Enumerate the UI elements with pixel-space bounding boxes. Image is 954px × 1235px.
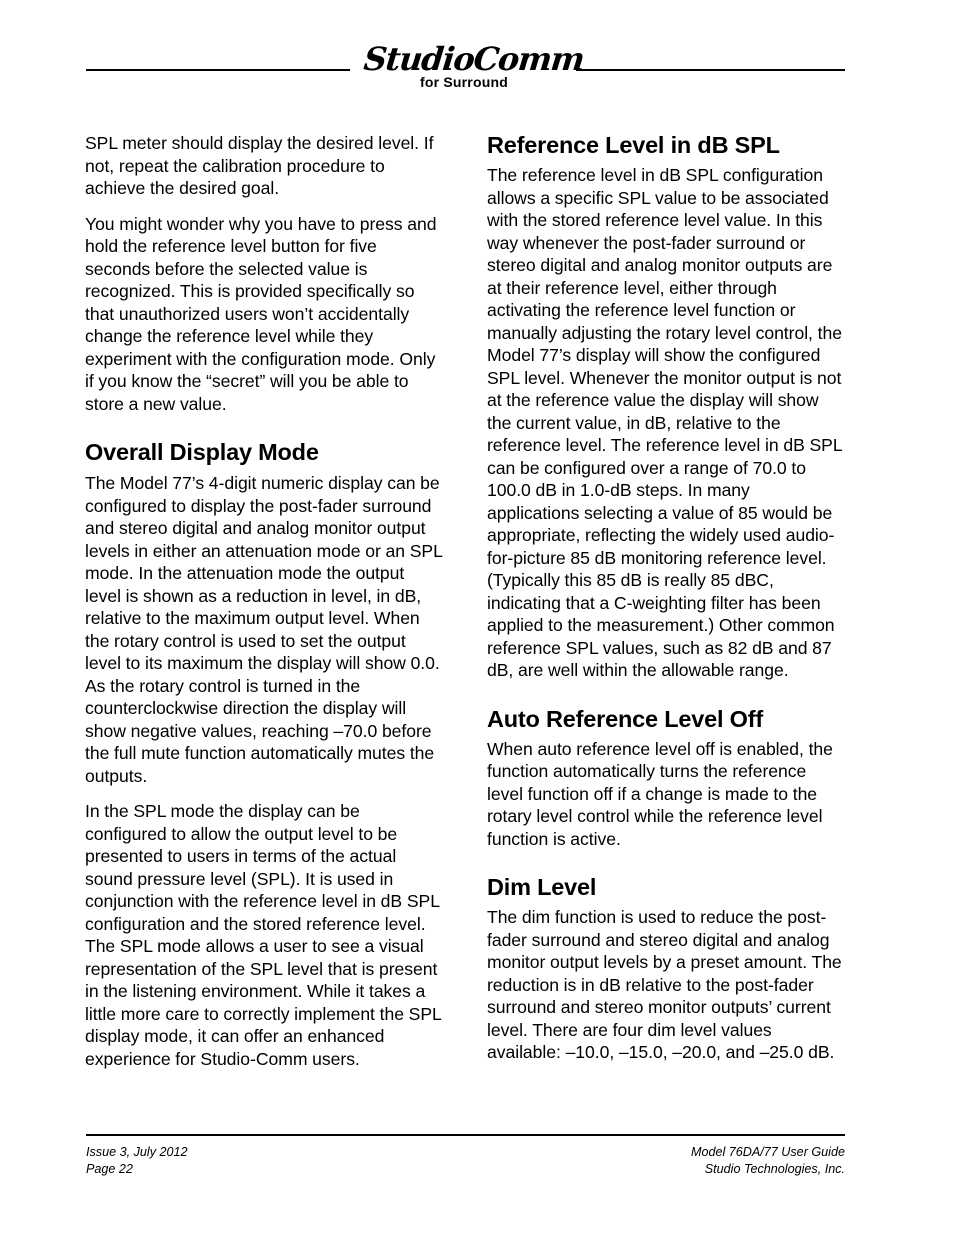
section-heading: Overall Display Mode xyxy=(85,439,319,465)
body-paragraph: When auto reference level off is enabled, the function automatically turns the reference level function off if a change is made to the rotary level control while the reference level function is active. xyxy=(487,738,833,849)
header-rule-right xyxy=(576,69,845,71)
section-heading: Auto Reference Level Off xyxy=(487,705,763,732)
column-right xyxy=(487,132,845,1064)
footer-guide-title: Model 76DA/77 User Guide xyxy=(690,1145,845,1159)
body-paragraph: The Model 77’s 4-digit numeric display can be configured to display the post-fader surround and stereo digital and analog monitor output levels in either an attenuation mode or an SPL mode. In the attenuation mode the output level is shown as a reduction in level, in dB, relative to the maximum output level. When the rotary control is used to set the output level to its maximum the display will show 0.0. As the rotary control is turned in the counterclockwise direction the display will show negative values, reaching –70.0 before the full mute function automatically mutes the outputs. xyxy=(85,473,443,786)
page-header xyxy=(86,40,845,102)
footer-company: Studio Technologies, Inc. xyxy=(704,1162,845,1176)
footer-right-block xyxy=(691,1144,845,1178)
body-paragraph: In the SPL mode the display can be configured to allow the output level to be presented to users in terms of the actual sound pressure level (SPL). It is used in conjunction with the reference level in dB SPL configuration and the stored reference level. The SPL mode allows a user to see a visual representation of the SPL level that is present in the listening environment. While it takes a little more care to correctly implement the SPL display mode, it can offer an enhanced experience for Studio-Comm users. xyxy=(85,801,442,1069)
header-rule-left xyxy=(86,69,350,71)
page-content xyxy=(85,132,845,1112)
footer-rule xyxy=(86,1134,845,1136)
logo-tagline: for Surround xyxy=(420,74,508,90)
column-left xyxy=(85,132,443,1070)
section-heading: Dim Level xyxy=(487,874,597,900)
body-paragraph: The dim function is used to reduce the post-fader surround and stereo digital and analog monitor output levels by a preset amount. The reduction is in dB relative to the post-fader surround and stereo monitor outputs’ current level. There are four dim level values available: –10.0, –15.0, –20.0, and –25.0 dB. xyxy=(487,907,842,1062)
footer-page-number: Page 22 xyxy=(86,1162,133,1176)
section-heading: Reference Level in dB SPL xyxy=(487,132,780,158)
footer-left-block xyxy=(86,1144,188,1178)
footer-issue: Issue 3, July 2012 xyxy=(86,1145,188,1159)
body-paragraph: The reference level in dB SPL configuration allows a specific SPL value to be associated with the stored reference level value. In this way whenever the post-fader surround or stereo digital and analog monitor outputs are at their reference level, either through activating the reference level function or manually adjusting the rotary level control, the Model 77’s display will show the configured SPL level. Whenever the monitor output is not at the reference value the display will show the current value, in dB, relative to the reference level. The reference level in dB SPL can be configured over a range of 70.0 to 100.0 dB in 1.0-dB steps. In many applications selecting a value of 85 would be appropriate, reflecting the widely used audio-for-picture 85 dB monitoring reference level. (Typically this 85 dB is really 85 dBC, indicating that a C-weighting filter has been applied to the measurement.) Other common reference SPL values, such as 82 dB and 87 dB, are well within the allowable range. xyxy=(487,165,842,680)
body-paragraph: SPL meter should display the desired level. If not, repeat the calibration procedure to achieve the desired goal. xyxy=(85,133,434,198)
footer-columns xyxy=(86,1144,845,1178)
studiocomm-logo xyxy=(362,40,586,102)
logo-wordmark: StudioComm xyxy=(362,40,586,78)
body-paragraph: You might wonder why you have to press and hold the reference level button for five seconds before the selected value is recognized. This is provided specifically so that unauthorized users won’t accidentally change the reference level while they experiment with the configuration mode. Only if you know the “secret” will you be able to store a new value. xyxy=(85,213,437,414)
